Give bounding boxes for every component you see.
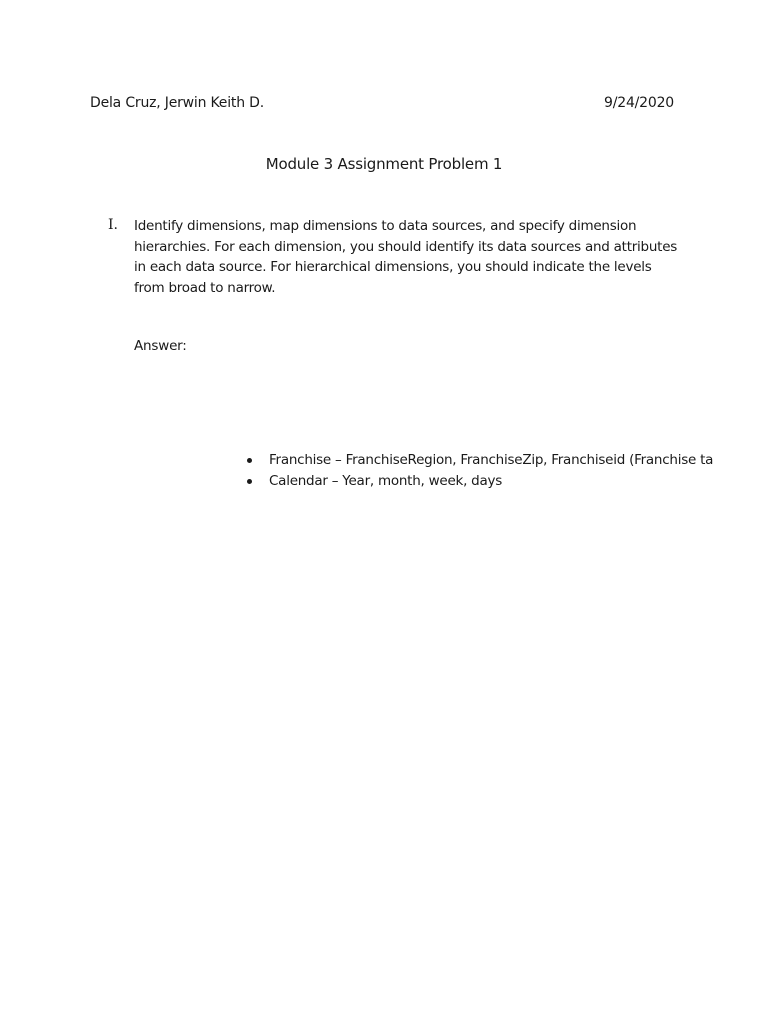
author-name: Dela Cruz, Jerwin Keith D. [90,95,264,111]
list-item [244,471,724,492]
page-title: Module 3 Assignment Problem 1 [265,155,503,173]
list-item-text: Calendar – Year, month, week, days [269,473,503,489]
bullet-icon [247,479,252,484]
answer-list [244,450,724,492]
list-item-text: Franchise – FranchiseRegion, FranchiseZip, Franchiseid (Franchise ta [269,452,714,468]
bullet-icon [247,458,252,463]
list-item [244,450,724,471]
question-number: I. [108,217,118,233]
question-text: Identify dimensions, map dimensions to data sources, and specify dimension hierarchies. For each dimension, you should identify its data sources and attributes in each data source. For hierarchical dimensions, you should indicate the levels from broad to narrow. [134,218,678,297]
answer-label: Answer: [134,338,187,354]
document-date: 9/24/2020 [604,95,674,111]
